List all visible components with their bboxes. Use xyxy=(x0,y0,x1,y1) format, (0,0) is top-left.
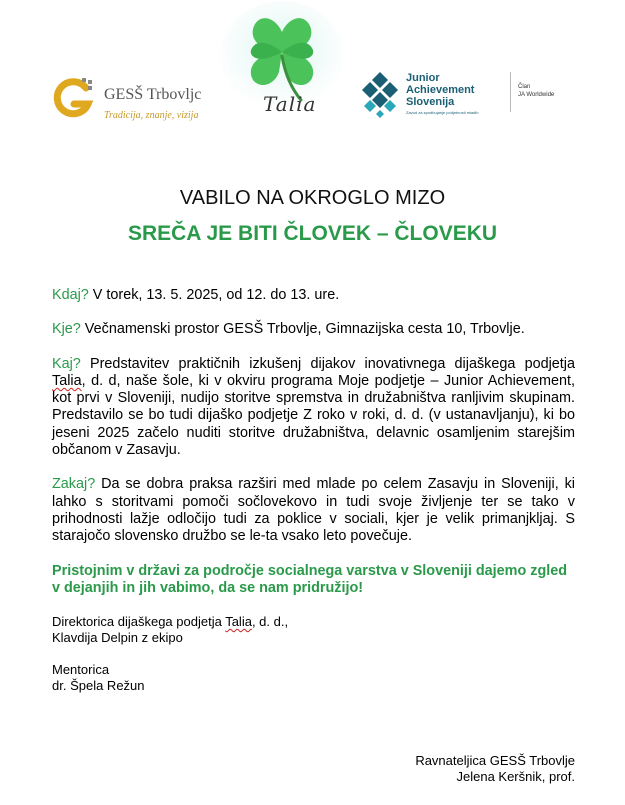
section-kdaj xyxy=(52,287,575,304)
gess-logo xyxy=(52,74,222,130)
ja-subtitle: Zavod za spodbujanje podjetnosti mladih xyxy=(406,110,479,115)
mentor-name: dr. Špela Režun xyxy=(52,678,145,694)
ja-line-2: Achievement xyxy=(406,84,475,96)
zakaj-text: Da se dobra praksa razširi med mlade po celem Zasavju in Sloveniji, ki lahko s storitvami pomoči sočlovekovo in tudi svoje življenje ter se tako v prihodnosti lažje odločijo tudi za poklice v sociali, kjer je velik primanjkljaj. S starajočo slovensko družbo se le-ta vsako leto povečuje. xyxy=(52,476,575,545)
kje-label: Kje? xyxy=(52,321,81,338)
ja-line-3: Slovenija xyxy=(406,96,455,108)
mentor-title: Mentorica xyxy=(52,662,110,678)
director-company-name: Talia xyxy=(225,614,252,630)
kaj-label: Kaj? xyxy=(52,355,81,372)
ja-line-1: Junior xyxy=(406,72,440,84)
mentor-signature xyxy=(52,662,575,694)
call-to-action-statement: Pristojnim v državi za področje socialnega varstva v Sloveniji dajemo zgled v dejanjih in jih vabimo, da se nam pridružijo! xyxy=(52,562,568,596)
junior-achievement-logo xyxy=(358,66,573,122)
talia-logo xyxy=(215,0,350,128)
invitation-body xyxy=(52,287,575,710)
director-person: Klavdija Delpin z ekipo xyxy=(52,630,183,646)
director-signature xyxy=(52,614,575,646)
zakaj-label: Zakaj? xyxy=(52,476,96,493)
principal-signature xyxy=(415,753,575,785)
director-title-after: , d. d., xyxy=(251,614,289,630)
section-kje xyxy=(52,321,575,338)
ja-member-label: Član xyxy=(518,84,531,90)
gess-name: GESŠ Trbovljc xyxy=(104,86,202,103)
principal-title: Ravnateljica GESŠ Trbovlje xyxy=(415,753,575,768)
kaj-text-before: Predstavitev praktičnih izkušenj dijakov inovativnega dijaškega podjetja xyxy=(80,355,575,372)
director-title-before: Direktorica dijaškega podjetja xyxy=(52,614,226,630)
gess-tagline: Tradicija, znanje, vizija xyxy=(104,110,199,121)
principal-name: Jelena Keršnik, prof. xyxy=(456,769,575,784)
gess-g-icon xyxy=(52,78,94,120)
ja-divider xyxy=(510,72,511,112)
invitation-subtitle: SREČA JE BITI ČLOVEK – ČLOVEKU xyxy=(127,222,498,245)
invitation-title: VABILO NA OKROGLO MIZO xyxy=(179,187,446,209)
section-kaj xyxy=(52,356,575,460)
kdaj-label: Kdaj? xyxy=(52,287,89,303)
section-zakaj xyxy=(52,476,575,545)
junior-achievement-diamond-icon xyxy=(358,70,402,118)
logo-header xyxy=(0,0,625,140)
kje-text: Večnamenski prostor GESŠ Trbovlje, Gimnazijska cesta 10, Trbovlje. xyxy=(80,321,525,338)
kaj-text-after: , d. d, naše šole, ki v okviru programa Moje podjetje – Junior Achievement, kot prvi v Sloveniji, nudijo storitve spremstva in družabništva ranljivim skupinam. Predstavilo se bo tudi dijaško podjetje Z roko v roki, d. d. (v ustanavljanju), ki bo jeseni 2025 začelo nuditi storitve družabništva, delavnic osamljenim starejšim občanom v Zasavju. xyxy=(52,372,575,459)
talia-name: Talia xyxy=(263,92,317,116)
kdaj-text: V torek, 13. 5. 2025, od 12. do 13. ure. xyxy=(88,287,340,303)
kaj-company-name: Talia xyxy=(52,372,82,389)
ja-member-org: JA Worldwide xyxy=(518,92,555,98)
